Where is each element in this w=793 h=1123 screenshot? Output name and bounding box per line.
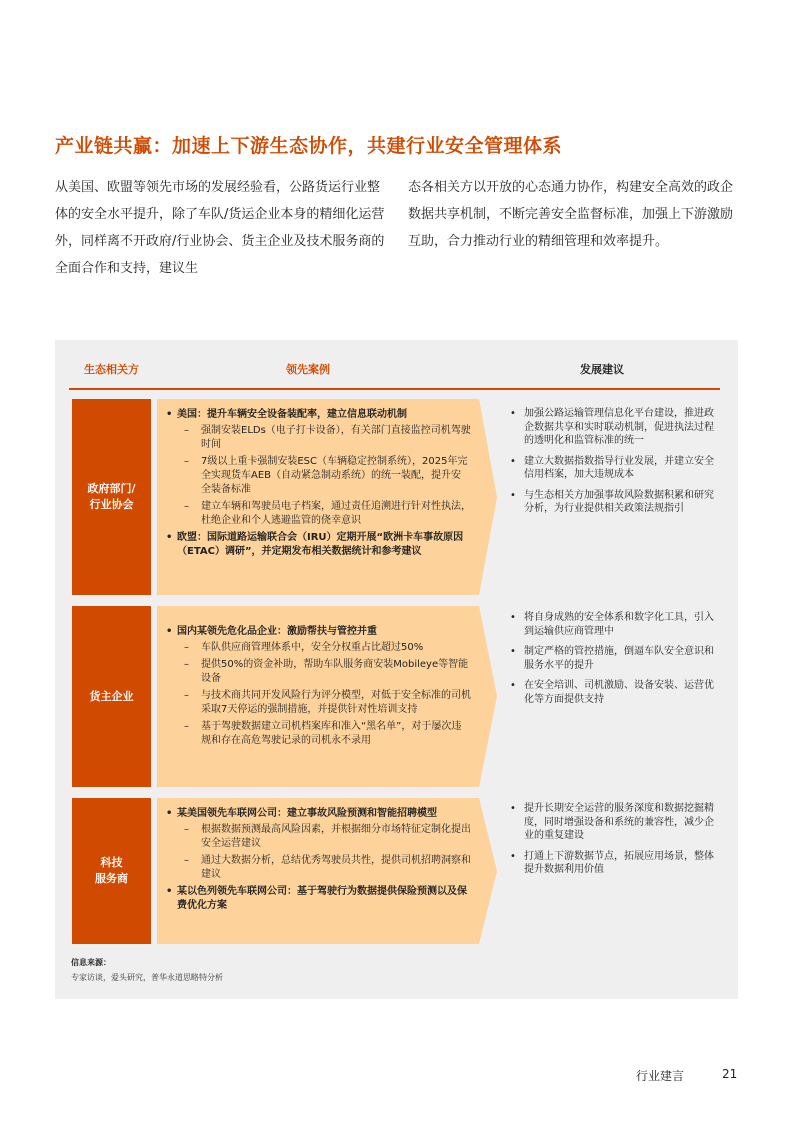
header-cases: 领先案例 — [286, 363, 330, 376]
advice-item: • 在安全培训、司机激励、设备安装、运营优化等方面提供支持 — [508, 679, 718, 706]
advice-list-government — [508, 407, 718, 523]
advice-item: • 将自身成熟的安全体系和数字化工具，引入到运输供应商管理中 — [508, 611, 718, 638]
category-label-line: 货主企业 — [89, 689, 134, 703]
advice-item: • 提升长期安全运营的服务深度和数据挖掘精度，同时增强设备和系统的兼容性，减少企业的重复建设 — [508, 802, 718, 843]
case-detail: – 建立车辆和驾驶员电子档案，通过责任追溯进行针对性执法，杜绝企业和个人逃避监管的侥幸意识 — [165, 500, 471, 528]
case-detail: – 车队供应商管理体系中，安全分权重占比超过50% — [165, 641, 471, 655]
case-block-government — [157, 399, 497, 595]
case-bullet: • 某美国领先车联网公司：建立事故风险预测和智能招聘模型 — [165, 807, 471, 821]
header-advice: 发展建议 — [580, 363, 624, 376]
header-divider — [69, 388, 720, 390]
category-label-line: 科技 — [100, 856, 123, 869]
advice-list-tech-provider — [508, 802, 718, 884]
advice-item: • 打通上下游数据节点，拓展应用场景，整体提升数据利用价值 — [508, 850, 718, 877]
category-label-line: 行业协会 — [89, 498, 134, 511]
case-detail: – 根据数据预测最高风险因素，并根据细分市场特征定制化提出安全运营建议 — [165, 823, 471, 851]
page-title: 产业链共赢：加速上下游生态协作，共建行业安全管理体系 — [55, 135, 563, 157]
advice-item: • 加强公路运输管理信息化平台建设，推进政企数据共享和实时联动机制，促进执法过程的透明化和监管标准的统一 — [508, 407, 718, 448]
category-label-line: 政府部门/ — [87, 482, 136, 495]
case-bullet: • 某以色列领先车联网公司：基于驾驶行为数据提供保险预测以及保费优化方案 — [165, 885, 471, 913]
case-bullet: • 国内某领先危化品企业：激励帮扶与管控并重 — [165, 625, 471, 639]
source-text: 专家访谈，爱头研究，普华永道思略特分析 — [71, 973, 223, 982]
intro-paragraph-right: 态各相关方以开放的心态通力协作，构建安全高效的政企数据共享机制，不断完善安全监督标准，加强上下游激励互助，合力推动行业的精细管理和效率提升。 — [408, 180, 734, 249]
header-stakeholder: 生态相关方 — [84, 363, 139, 376]
category-label-line: 服务商 — [95, 872, 128, 885]
case-detail: – 7级以上重卡强制安装ESC（车辆稳定控制系统），2025年完全实现货车AEB（自动紧急制动系统）的统一装配，提升安全装备标准 — [165, 455, 471, 497]
category-shipper — [72, 606, 151, 787]
case-block-tech-provider — [157, 798, 497, 944]
advice-item: • 制定严格的管控措施，倒逼车队安全意识和服务水平的提升 — [508, 645, 718, 672]
case-detail: – 与技术商共同开发风险行为评分模型，对低于安全标准的司机采取7天停运的强制措施，并提供针对性培训支持 — [165, 689, 471, 717]
intro-paragraph-left: 从美国、欧盟等领先市场的发展经验看，公路货运行业整体的安全水平提升，除了车队/货运企业本身的精细化运营外，同样离不开政府/行业协会、货主企业及技术服务商的全面合作和支持，建议生 — [55, 180, 385, 276]
advice-item: • 建立大数据指数指导行业发展，并建立安全信用档案，加大违规成本 — [508, 455, 718, 482]
case-block-shipper — [157, 606, 497, 787]
source-label: 信息来源： — [71, 958, 111, 967]
case-detail: – 提供50%的资金补助，帮助车队服务商安装Mobileye等智能设备 — [165, 658, 471, 686]
case-bullet: • 欧盟：国际道路运输联合会（IRU）定期开展“欧洲卡车事故原因（ETAC）调研”，并定期发布相关数据统计和参考建议 — [165, 531, 471, 559]
footer-section-name: 行业建言 — [636, 1069, 685, 1083]
page-number: 21 — [722, 1067, 738, 1081]
case-detail: – 基于驾驶数据建立司机档案库和准入“黑名单”，对于屡次违规和存在高危驾驶记录的司机永不录用 — [165, 720, 471, 748]
advice-item: • 与生态相关方加强事故风险数据积累和研究分析，为行业提供相关政策法规指引 — [508, 489, 718, 516]
advice-list-shipper — [508, 611, 718, 713]
category-government — [72, 399, 151, 595]
case-bullet: • 美国：提升车辆安全设备装配率，建立信息联动机制 — [165, 408, 471, 422]
category-tech-provider — [72, 798, 151, 944]
case-detail: – 强制安装ELDs（电子打卡设备），有关部门直接监控司机驾驶时间 — [165, 424, 471, 452]
case-detail: – 通过大数据分析，总结优秀驾驶员共性，提供司机招聘洞察和建议 — [165, 854, 471, 882]
